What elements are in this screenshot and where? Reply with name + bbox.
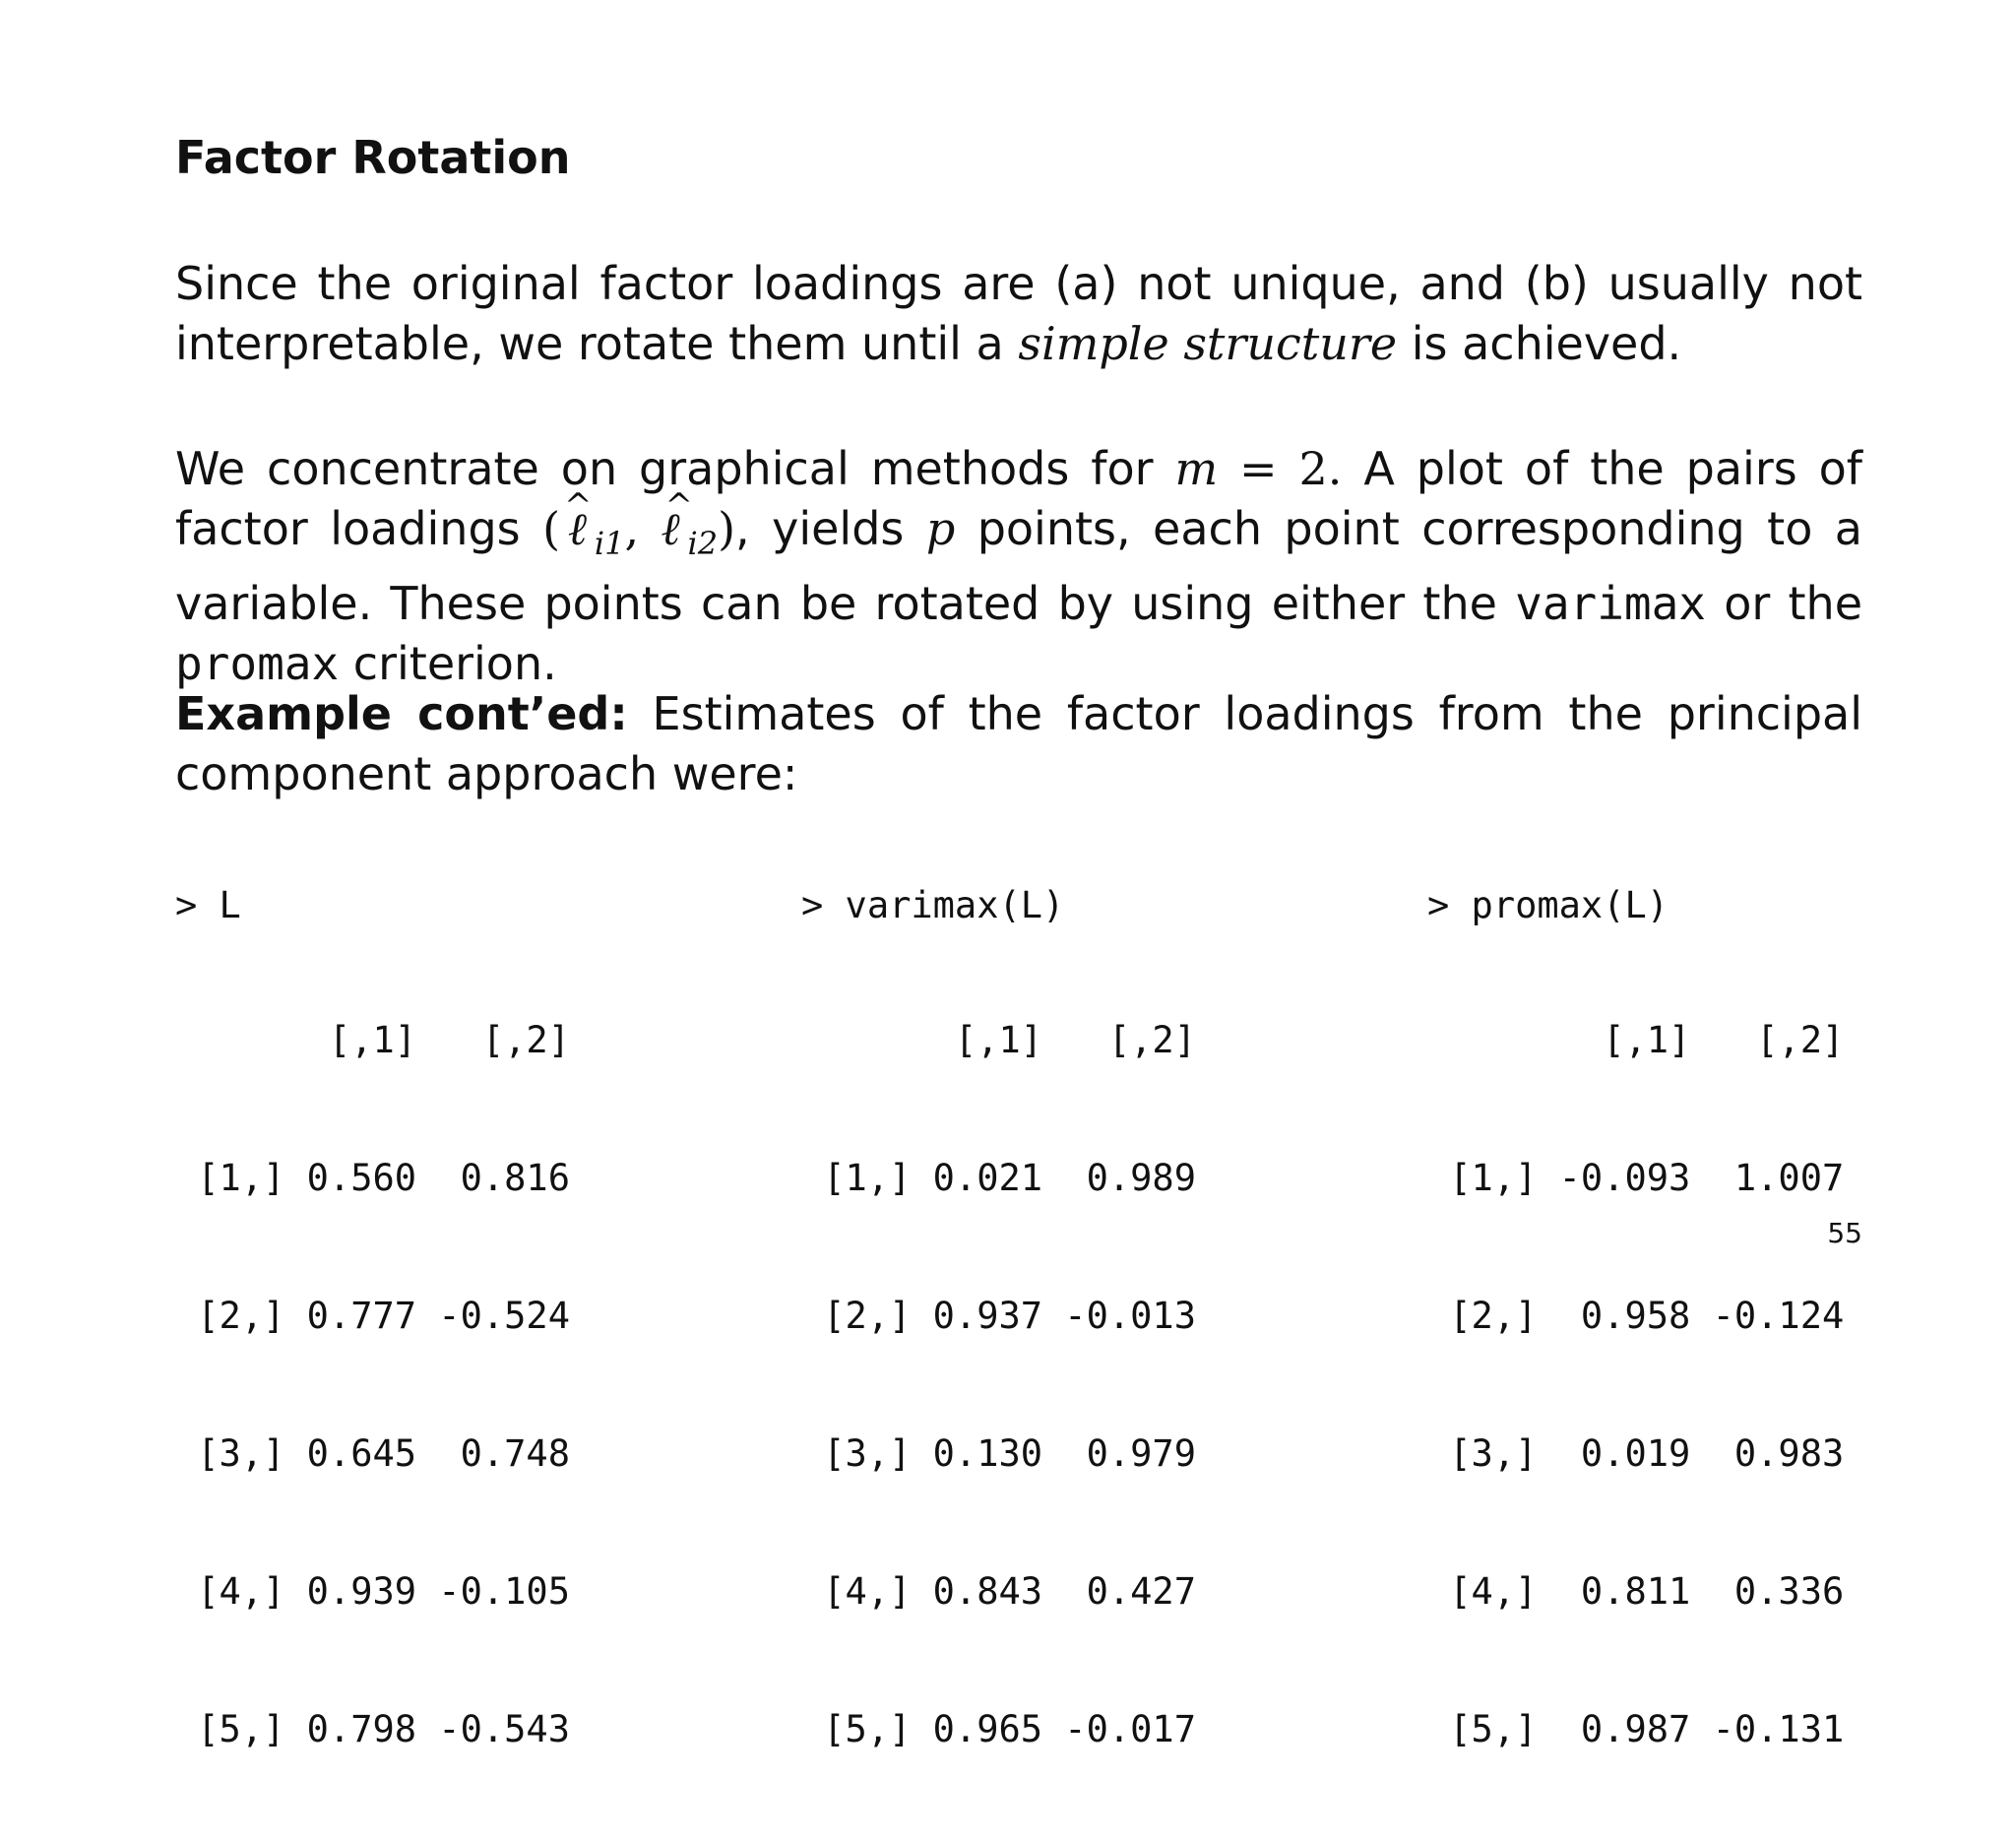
paragraph-text: or the [1706, 577, 1862, 631]
paragraph-graphical-methods [175, 439, 1862, 694]
code-row: [2,] 0.777 -0.524 [175, 1295, 570, 1337]
paragraph-text: A plot of the pairs of factor loadings [175, 442, 1862, 555]
math-m: m [1174, 442, 1219, 495]
math-lparen: ( [542, 502, 561, 555]
math-comma: , [624, 502, 662, 555]
page-number: 55 [1827, 1217, 1862, 1249]
code-varimax: varimax [1515, 577, 1706, 631]
code-block-loadings [175, 797, 570, 1841]
math-p: p [925, 502, 956, 555]
code-row: [4,] 0.939 -0.105 [175, 1570, 570, 1613]
code-block-varimax [801, 797, 1196, 1841]
paragraph-text: points, each point corresponding to a variable. These points can be rotated by using either the [175, 502, 1862, 631]
code-row: [1,] 0.021 0.989 [801, 1157, 1196, 1199]
code-row: [5,] 0.798 -0.543 [175, 1708, 570, 1750]
paragraph-text: We concentrate on graphical methods for [175, 442, 1175, 495]
paragraph-example [175, 684, 1862, 804]
paragraph-text: Estimates of the factor loadings from the principal component approach were: [175, 687, 1862, 800]
emphasis-simple-structure: simple structure [1018, 317, 1398, 370]
code-promax: promax [175, 637, 340, 691]
math-subscript-i2: i2 [687, 525, 719, 563]
math-rparen: ) [718, 502, 736, 555]
paragraph-text: criterion. [339, 637, 557, 691]
example-label: Example cont’ed: [175, 687, 628, 740]
code-row: [3,] 0.019 0.983 [1427, 1432, 1845, 1475]
code-row: [3,] 0.645 0.748 [175, 1432, 570, 1475]
code-row: [2,] 0.937 -0.013 [801, 1295, 1196, 1337]
code-row: [4,] 0.843 0.427 [801, 1570, 1196, 1613]
paragraph-text: Since the original factor loadings are (a) not unique, and (b) usually not interpretable, we rotate them until a [175, 257, 1862, 370]
code-header: [,1] [,2] [801, 1019, 1196, 1061]
code-header: [,1] [,2] [175, 1019, 570, 1061]
code-command: > varimax(L) [801, 884, 1065, 926]
code-row: [2,] 0.958 -0.124 [1427, 1295, 1845, 1337]
code-row: [5,] 0.987 -0.131 [1427, 1708, 1845, 1750]
paragraph-text: , yields [735, 502, 926, 555]
paragraph-rotation-intro [175, 254, 1862, 374]
math-subscript-i1: i1 [594, 525, 625, 563]
code-row: [3,] 0.130 0.979 [801, 1432, 1196, 1475]
math-equals-two: = 2. [1218, 442, 1343, 495]
math-ell-hat: ^ ℓ [662, 502, 688, 555]
code-header: [,1] [,2] [1427, 1019, 1845, 1061]
paragraph-text: is achieved. [1397, 317, 1682, 370]
code-command: > promax(L) [1427, 884, 1670, 926]
code-row: [5,] 0.965 -0.017 [801, 1708, 1196, 1750]
page-title: Factor Rotation [175, 131, 571, 184]
code-row: [1,] 0.560 0.816 [175, 1157, 570, 1199]
code-command: > L [175, 884, 241, 926]
math-ell-hat: ^ ℓ [560, 502, 595, 555]
code-row: [4,] 0.811 0.336 [1427, 1570, 1845, 1613]
code-row: [1,] -0.093 1.007 [1427, 1157, 1845, 1199]
code-block-promax [1427, 797, 1844, 1841]
slide [175, 0, 1862, 1750]
